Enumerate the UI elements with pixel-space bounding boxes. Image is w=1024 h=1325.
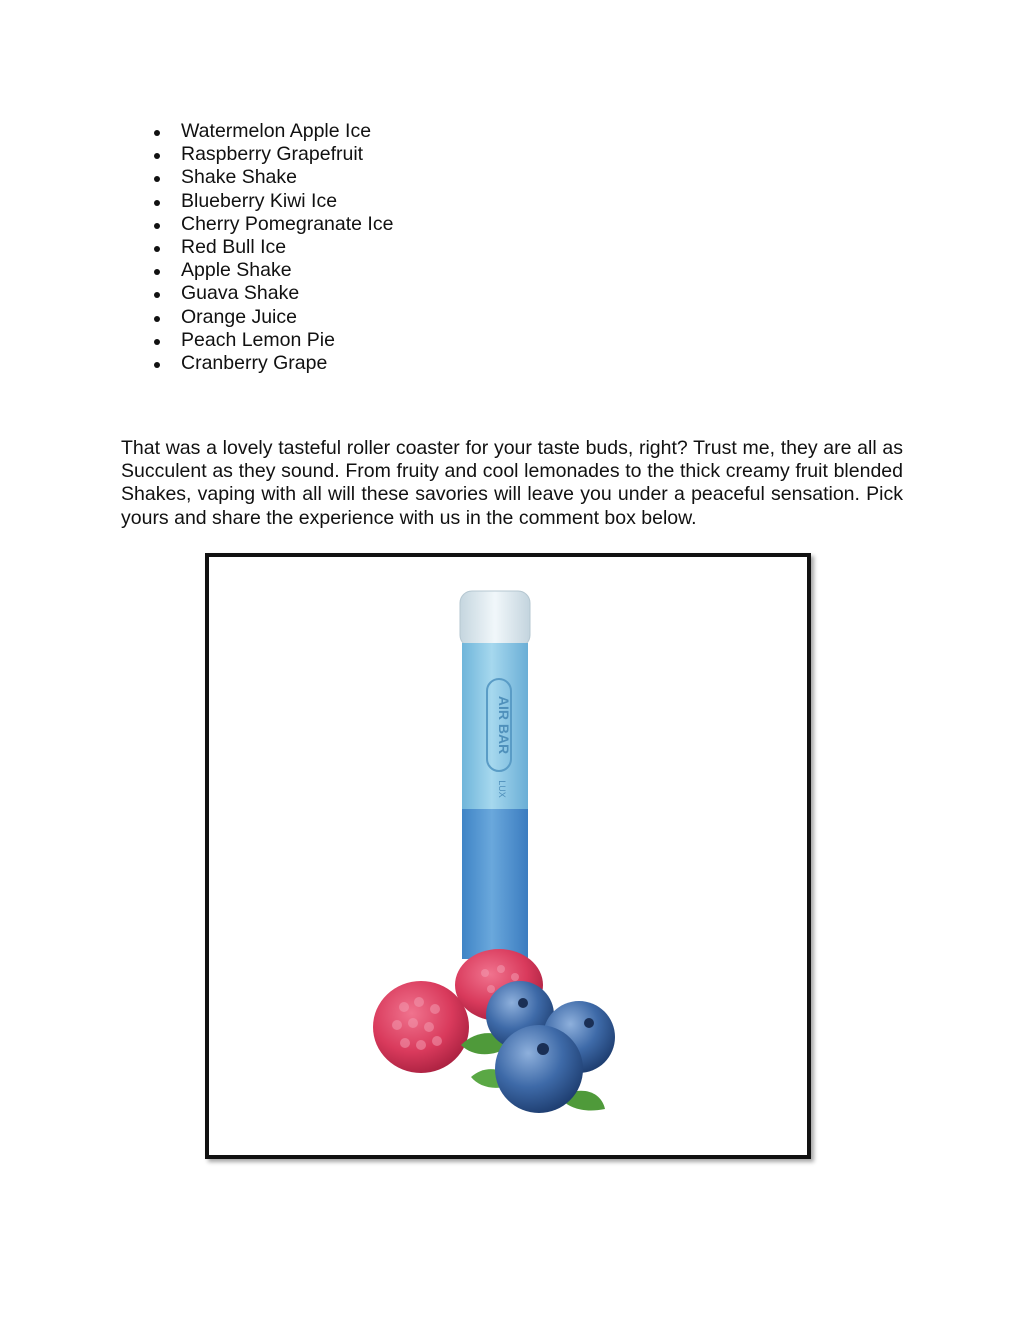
flavor-list <box>148 120 393 375</box>
bullet-icon <box>154 292 160 298</box>
list-item <box>148 259 393 282</box>
bullet-icon <box>154 176 160 182</box>
product-image-frame <box>205 553 811 1159</box>
list-item-label: Peach Lemon Pie <box>181 328 335 351</box>
list-item <box>148 236 393 259</box>
bullet-icon <box>154 316 160 322</box>
svg-text:LUX: LUX <box>497 780 507 798</box>
list-item-label: Orange Juice <box>181 305 297 328</box>
list-item-label: Shake Shake <box>181 166 298 189</box>
svg-text:AIR BAR: AIR BAR <box>496 695 512 755</box>
list-item-label: Cranberry Grape <box>181 351 328 374</box>
bullet-icon <box>154 200 160 206</box>
list-item <box>148 166 393 189</box>
list-item <box>148 143 393 166</box>
list-item <box>148 213 393 236</box>
list-item <box>148 329 393 352</box>
bullet-icon <box>154 269 160 275</box>
list-item <box>148 120 393 143</box>
bullet-icon <box>154 153 160 159</box>
list-item-label: Watermelon Apple Ice <box>181 120 372 142</box>
vape-device <box>460 591 530 959</box>
list-item <box>148 352 393 375</box>
bullet-icon <box>154 223 160 229</box>
bullet-icon <box>154 246 160 252</box>
body-paragraph: That was a lovely tasteful roller coaster for your taste buds, right? Trust me, they are all as Succulent as they sound. From fruity and cool lemonades to the thick creamy fruit blended Shakes, vaping with all will these savories will leave you under a peaceful sensation. Pick yours and share the experience with us in the comment box below. <box>121 437 903 529</box>
list-item-label: Raspberry Grapefruit <box>181 143 364 166</box>
list-item-label: Cherry Pomegranate Ice <box>181 212 394 235</box>
bullet-icon <box>154 339 160 345</box>
list-item-label: Apple Shake <box>181 259 292 282</box>
list-item <box>148 190 393 213</box>
bullet-icon <box>154 362 160 368</box>
bullet-icon <box>154 130 160 136</box>
product-image <box>209 557 807 1155</box>
list-item <box>148 282 393 305</box>
list-item <box>148 306 393 329</box>
blueberry-icon <box>486 981 615 1113</box>
list-item-label: Blueberry Kiwi Ice <box>181 189 338 212</box>
list-item-label: Red Bull Ice <box>181 235 287 258</box>
list-item-label: Guava Shake <box>181 282 300 305</box>
